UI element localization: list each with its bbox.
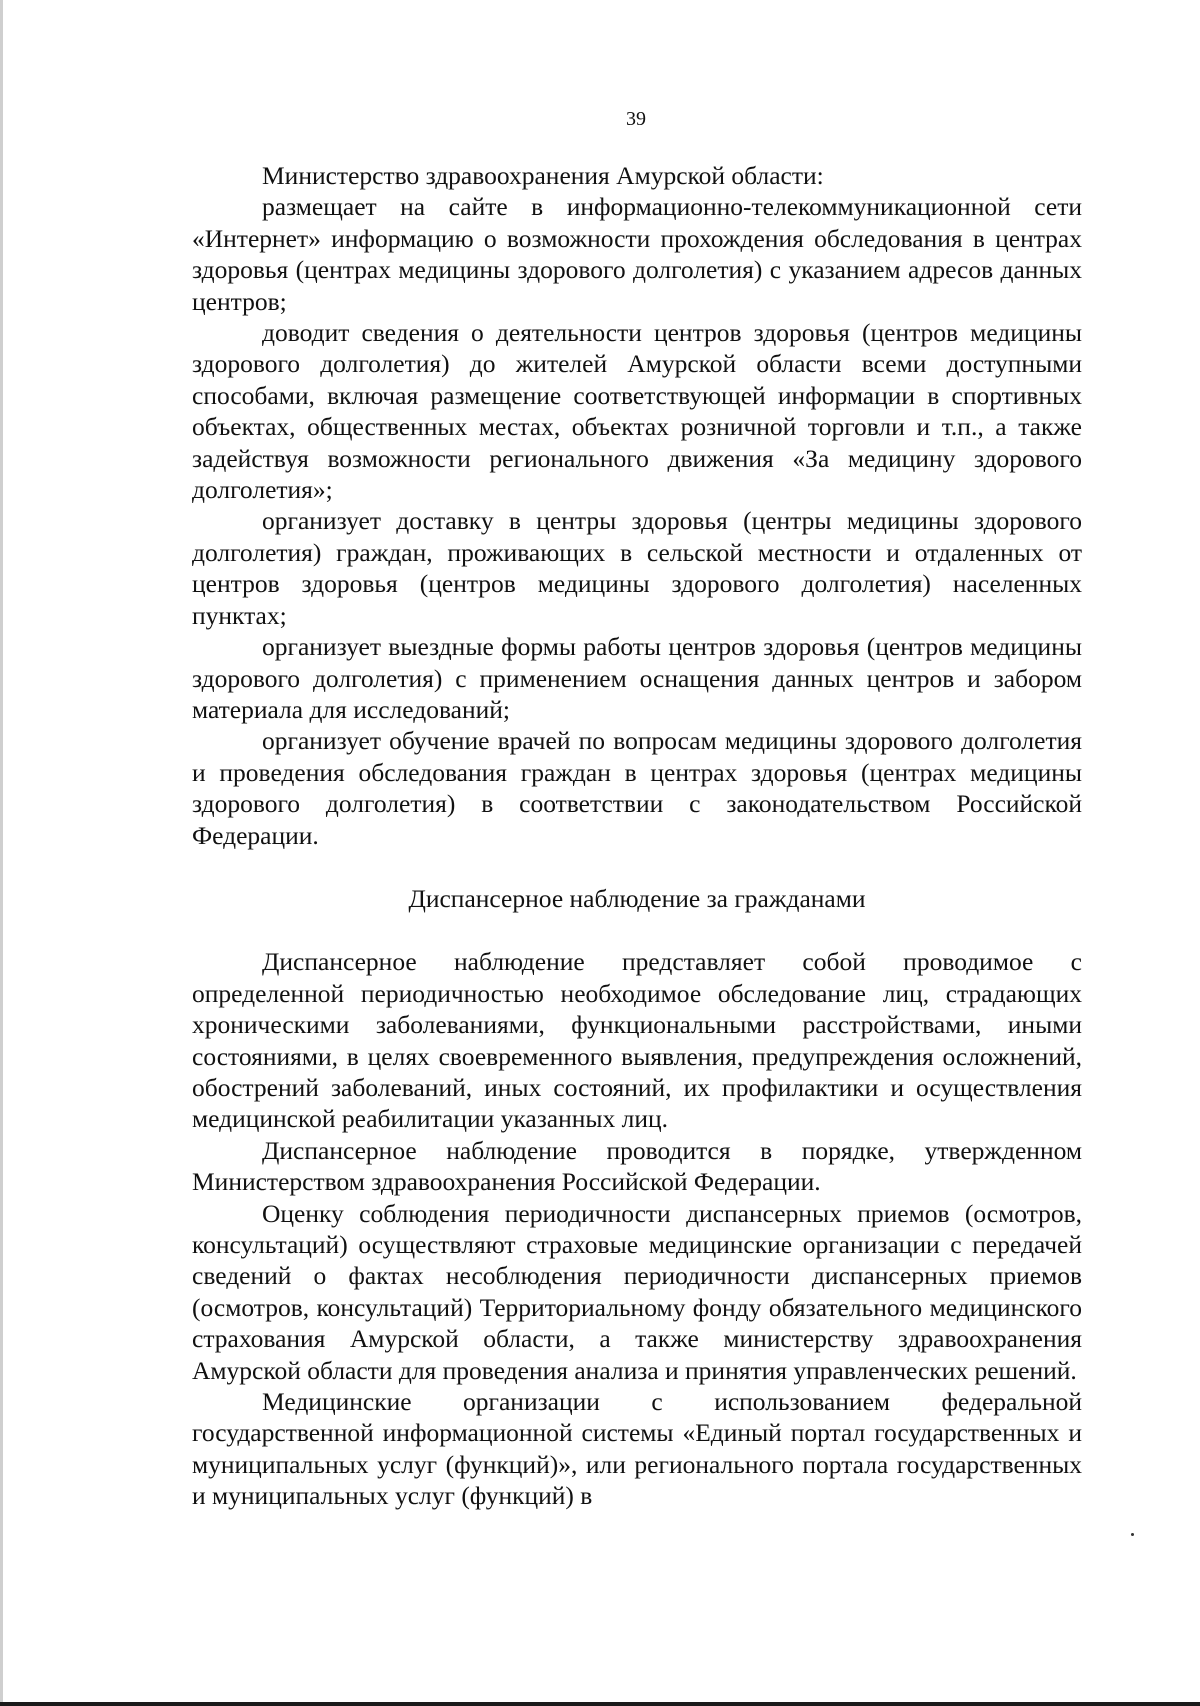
scan-speck bbox=[1131, 1533, 1134, 1536]
paragraph: размещает на сайте в информационно-телекоммуникационной сети «Интернет» информацию о возможности прохождения обследования в центрах здоровья (центрах медицины здорового долголетия) с указанием адресов данных центров; bbox=[192, 192, 1082, 316]
paragraph: Медицинские организации с использованием федеральной государственной информационной системы «Единый портал государственных и муниципальных услуг (функций)», или регионального портала государственных и муниципальных услуг (функций) в bbox=[192, 1387, 1082, 1511]
scan-edge-bottom bbox=[0, 1702, 1200, 1706]
paragraph: Оценку соблюдения периодичности диспансерных приемов (осмотров, консультаций) осуществляют страховые медицинские организации с передачей сведений о фактах несоблюдения периодичности диспансерных приемов (осмотров, консультаций) Территориальному фонду обязательного медицинского страхования Амурской области, а также министерству здравоохранения Амурской области для проведения анализа и принятия управленческих решений. bbox=[192, 1198, 1082, 1385]
section-heading: Диспансерное наблюдение за гражданами bbox=[408, 883, 866, 913]
paragraph: организует доставку в центры здоровья (центры медицины здорового долголетия) граждан, проживающих в сельской местности и отдаленных от центров здоровья (центров медицины здорового долголетия) населенных пунктах; bbox=[192, 506, 1082, 630]
scan-edge-left bbox=[0, 0, 3, 1706]
paragraph: Диспансерное наблюдение представляет собой проводимое с определенной периодичностью необходимое обследование лиц, страдающих хроническими заболеваниями, функциональными расстройствами, иными состояниями, в целях своевременного выявления, предупреждения осложнений, обострений заболеваний, иных состояний, их профилактики и осуществления медицинской реабилитации указанных лиц. bbox=[192, 947, 1082, 1134]
paragraph: доводит сведения о деятельности центров здоровья (центров медицины здорового долголетия) до жителей Амурской области всеми доступными способами, включая размещение соответствующей информации в спортивных объектах, общественных местах, объектах розничной торговли и т.п., а также задействуя возможности регионального движения «За медицину здорового долголетия»; bbox=[192, 318, 1082, 505]
paragraph: Министерство здравоохранения Амурской области: bbox=[262, 161, 824, 190]
paragraph: Диспансерное наблюдение проводится в порядке, утвержденном Министерством здравоохранения Российской Федерации. bbox=[192, 1135, 1082, 1197]
paragraph: организует обучение врачей по вопросам медицины здорового долголетия и проведения обследования граждан в центрах здоровья (центрах медицины здорового долголетия) в соответствии с законодательством Российской Федерации. bbox=[192, 726, 1082, 850]
paragraph: организует выездные формы работы центров здоровья (центров медицины здорового долголетия) с применением оснащения данных центров и забором материала для исследований; bbox=[192, 632, 1082, 724]
page-number: 39 bbox=[626, 108, 646, 130]
document-body bbox=[192, 160, 1082, 1512]
